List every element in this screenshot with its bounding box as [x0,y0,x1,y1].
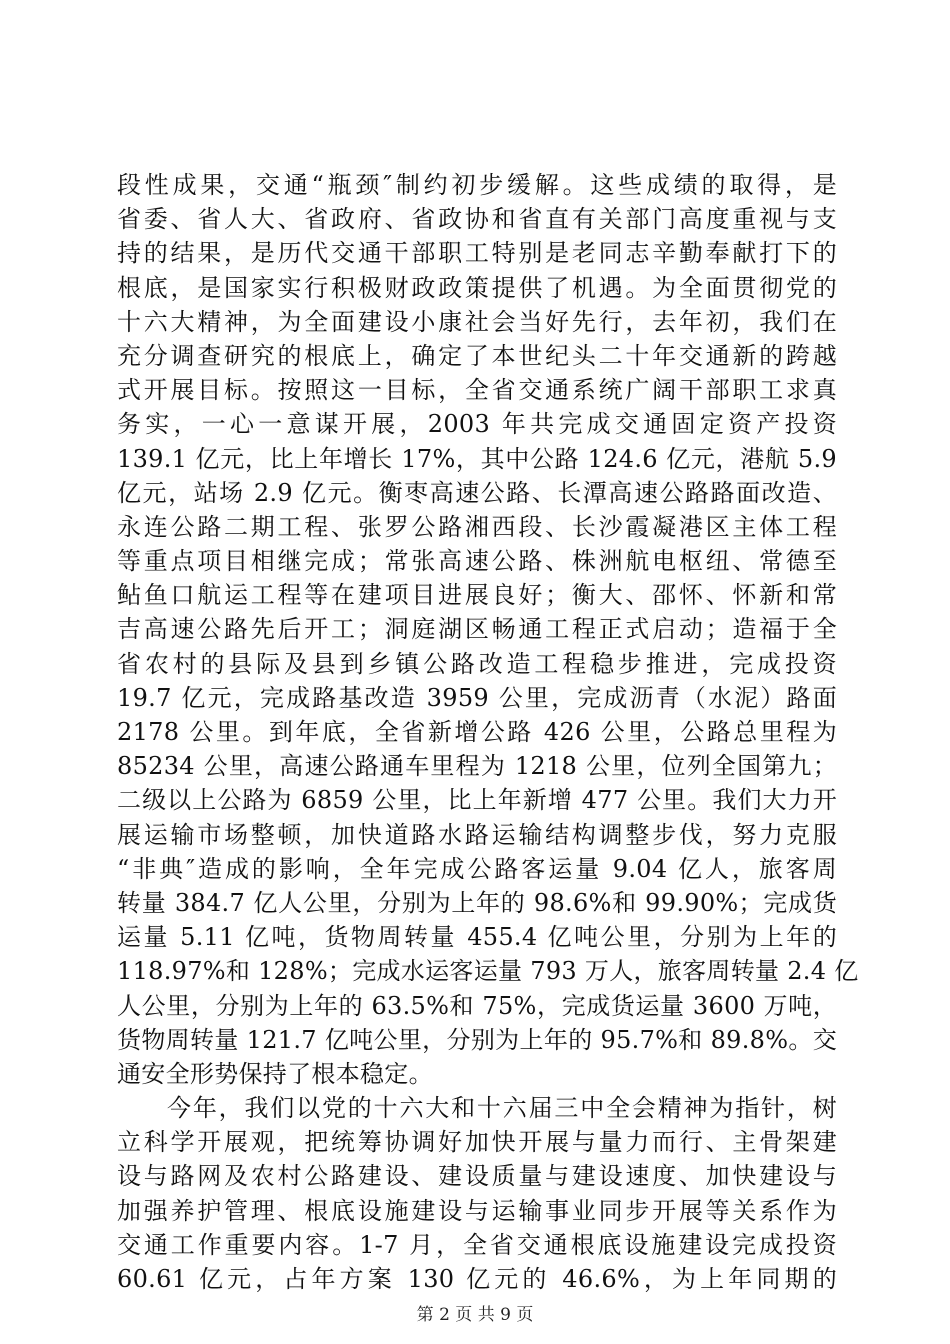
text-line: 永连公路二期工程、张罗公路湘西段、长沙霞凝港区主体工程 [117,512,837,541]
text-line: 式开展目标。按照这一目标，全省交通系统广阔干部职工求真 [117,376,837,405]
text-line: 二级以上公路为 6859 公里，比上年新增 477 公里。我们大力开 [117,786,837,815]
text-line: 19.7 亿元，完成路基改造 3959 公里，完成沥青（水泥）路面 [117,683,837,712]
text-line: 充分调查研究的根底上，确定了本世纪头二十年交通新的跨越 [117,341,837,370]
text-line: 段性成果，交通“瓶颈″制约初步缓解。这些成绩的取得，是 [117,171,837,199]
text-line: 转量 384.7 亿人公里，分别为上年的 98.6%和 99.90%；完成货 [117,888,837,917]
text-line: 交通工作重要内容。1-7 月，全省交通根底设施建设完成投资 [117,1230,837,1259]
text-line: 139.1 亿元，比上年增长 17%，其中公路 124.6 亿元，港航 5.9 [117,444,837,473]
text-line: 等重点项目相继完成；常张高速公路、株洲航电枢纽、常德至 [117,547,837,576]
text-line: 85234 公里，高速公路通车里程为 1218 公里，位列全国第九； [117,752,837,781]
text-line: 鲇鱼口航运工程等在建项目进展良好；衡大、邵怀、怀新和常 [117,581,837,610]
text-line: 加强养护管理、根底设施建设与运输事业同步开展等关系作为 [117,1196,837,1225]
text-line: 人公里，分别为上年的 63.5%和 75%，完成货运量 3600 万吨， [117,991,837,1020]
text-line: 通安全形势保持了根本稳定。 [117,1059,433,1088]
text-line: 展运输市场整顿，加快道路水路运输结构调整步伐，努力克服 [117,820,837,849]
text-line: 省农村的县际及县到乡镇公路改造工程稳步推进，完成投资 [117,649,837,678]
text-line: 务实，一心一意谋开展，2003 年共完成交通固定资产投资 [117,410,837,439]
text-line: 省委、省人大、省政府、省政协和省直有关部门高度重视与支 [117,205,837,234]
paragraph-1 [117,168,859,1091]
paragraph-2 [117,1091,837,1296]
text-line: 118.97%和 128%；完成水运客运量 793 万人，旅客周转量 2.4 亿 [117,957,859,986]
text-line: 2178 公里。到年底，全省新增公路 426 公里，公路总里程为 [117,718,837,746]
document-body [117,168,859,1296]
text-line: 亿元，站场 2.9 亿元。衡枣高速公路、长潭高速公路路面改造、 [117,478,837,507]
page-footer [0,1300,950,1325]
text-line: 60.61 亿元，占年方案 130 亿元的 46.6%，为上年同期的 [117,1265,837,1293]
text-line: 立科学开展观，把统筹协调好加快开展与量力而行、主骨架建 [117,1128,837,1157]
text-line: 今年，我们以党的十六大和十六届三中全会精神为指针，树 [167,1094,837,1123]
page-number-label: 第 2 页 共 9 页 [416,1305,534,1325]
text-line: 设与路网及农村公路建设、建设质量与建设速度、加快建设与 [117,1162,837,1191]
text-line: 运量 5.11 亿吨，货物周转量 455.4 亿吨公里，分别为上年的 [117,923,837,952]
text-line: 货物周转量 121.7 亿吨公里，分别为上年的 95.7%和 89.8%。交 [117,1025,837,1054]
text-line: 吉高速公路先后开工；洞庭湖区畅通工程正式启动；造福于全 [117,615,837,644]
text-line: 持的结果，是历代交通干部职工特别是老同志辛勤奉献打下的 [117,239,837,268]
text-line: “非典″造成的影响，全年完成公路客运量 9.04 亿人，旅客周 [117,854,837,883]
text-line: 根底，是国家实行积极财政政策提供了机遇。为全面贯彻党的 [117,273,837,302]
text-line: 十六大精神，为全面建设小康社会当好先行，去年初，我们在 [117,307,837,336]
